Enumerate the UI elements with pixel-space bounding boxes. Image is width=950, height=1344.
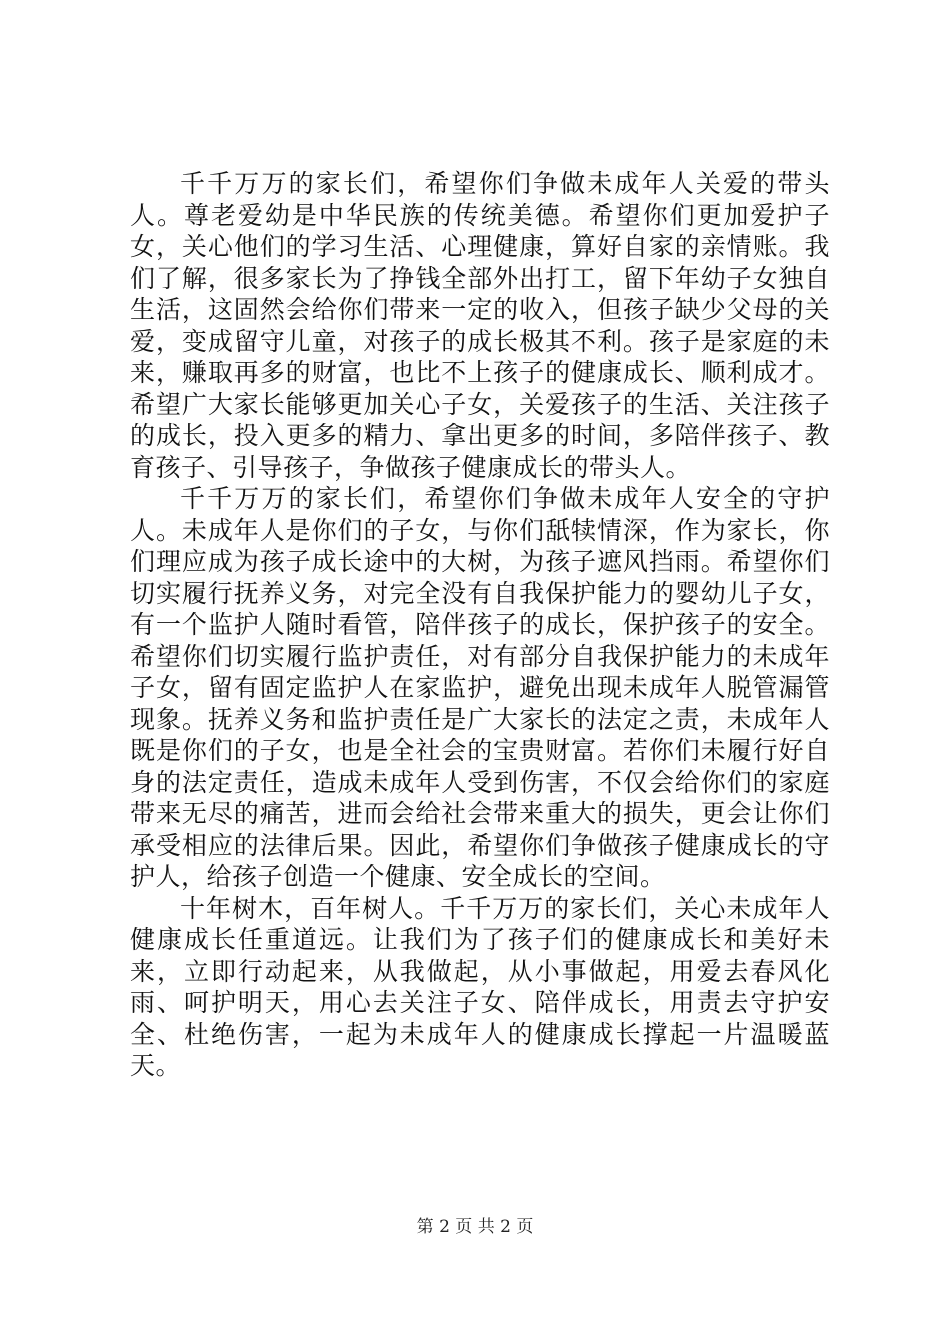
document-body [130,168,830,1082]
page-number-footer: 第 2 页 共 2 页 [416,1217,534,1237]
paragraph-conclusion: 十年树木，百年树人。千千万万的家长们，关心未成年人健康成长任重道远。让我们为了孩子们的健康成长和美好未来，立即行动起来，从我做起，从小事做起，用爱去春风化雨、呵护明天，用心去关注子女、陪伴成长，用责去守护安全、杜绝伤害，一起为未成年人的健康成长撑起一片温暖蓝天。 [130,893,830,1080]
paragraph-care: 千千万万的家长们，希望你们争做未成年人关爱的带头人。尊老爱幼是中华民族的传统美德。希望你们更加爱护子女，关心他们的学习生活、心理健康，算好自家的亲情账。我们了解，很多家长为了挣钱全部外出打工，留下年幼子女独自生活，这固然会给你们带来一定的收入，但孩子缺少父母的关爱，变成留守儿童，对孩子的成长极其不利。孩子是家庭的未来，赚取再多的财富，也比不上孩子的健康成长、顺利成才。希望广大家长能够更加关心子女，关爱孩子的生活、关注孩子的成长，投入更多的精力、拿出更多的时间，多陪伴孩子、教育孩子、引导孩子，争做孩子健康成长的带头人。 [130,169,830,482]
paragraph-safety: 千千万万的家长们，希望你们争做未成年人安全的守护人。未成年人是你们的子女，与你们舐犊情深，作为家长，你们理应成为孩子成长途中的大树，为孩子遮风挡雨。希望你们切实履行抚养义务，对完全没有自我保护能力的婴幼儿子女，有一个监护人随时看管，陪伴孩子的成长，保护孩子的安全。希望你们切实履行监护责任，对有部分自我保护能力的未成年子女，留有固定监护人在家监护，避免出现未成年人脱管漏管现象。抚养义务和监护责任是广大家长的法定之责，未成年人既是你们的子女，也是全社会的宝贵财富。若你们未履行好自身的法定责任，造成未成年人受到伤害，不仅会给你们的家庭带来无尽的痛苦，进而会给社会带来重大的损失，更会让你们承受相应的法律后果。因此，希望你们争做孩子健康成长的守护人，给孩子创造一个健康、安全成长的空间。 [130,484,830,891]
